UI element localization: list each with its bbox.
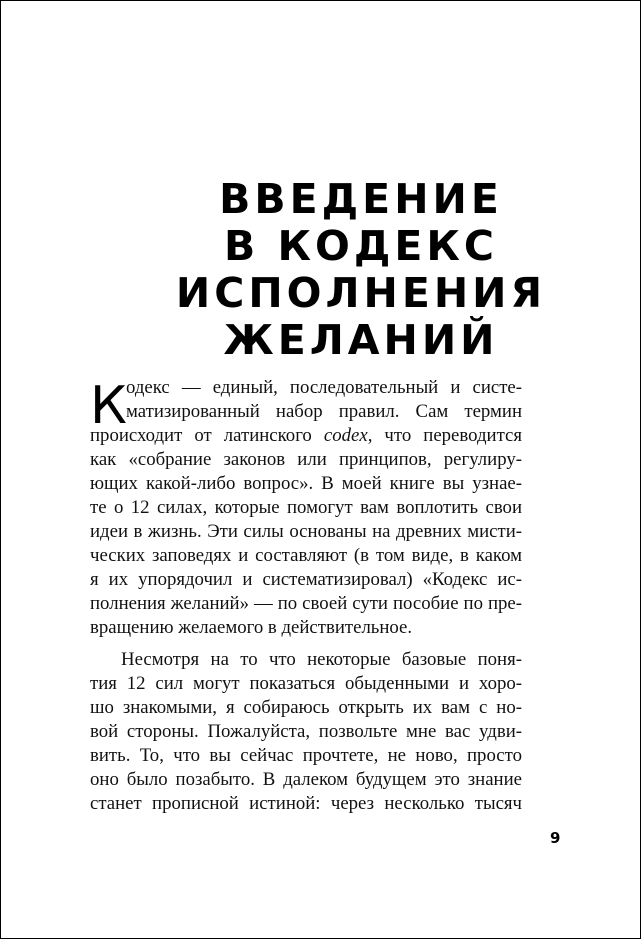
text-line: вой стороны. Пожалуйста, позвольте мне вас удви- [90, 721, 522, 742]
chapter-title-line-3: ИСПОЛНЕНИЯ [175, 269, 547, 317]
text-line: те о 12 силах, которые помогут вам воплотить свои [90, 497, 522, 518]
text-line: одекс — единый, последовательный и систе- [126, 377, 522, 398]
text-line [90, 424, 522, 448]
text-line: матизированный набор правил. Сам термин [126, 401, 522, 422]
text-line: ческих заповедях и составляют (в том виде, в каком [90, 545, 522, 566]
body-text [90, 376, 522, 816]
text-line: Несмотря на то что некоторые базовые поня- [121, 649, 522, 670]
text-fragment: происходит от латинского [90, 425, 312, 446]
text-line: идеи в жизнь. Эти силы основаны на древних мисти- [90, 521, 522, 542]
text-line: шо знакомыми, я собираюсь открыть их вам с но- [90, 697, 522, 718]
text-line: вращению желаемого в действительное. [90, 617, 413, 638]
drop-cap: К [90, 376, 127, 436]
text-line: станет прописной истиной: через несколько тысяч [90, 793, 522, 814]
text-line: полнения желаний» — по своей сути пособие по пре- [90, 593, 522, 614]
chapter-title-line-4: ЖЕЛАНИЙ [223, 316, 499, 364]
chapter-title-line-2: В КОДЕКС [223, 222, 499, 270]
paragraph-1 [90, 376, 522, 640]
page-number: 9 [550, 829, 561, 847]
text-line: вить. То, что вы сейчас прочтете, не ново, просто [90, 745, 522, 766]
chapter-title-line-1: ВВЕДЕНИЕ [219, 175, 503, 223]
text-line: тия 12 сил могут показаться обыденными и хоро- [90, 673, 522, 694]
text-fragment: , что переводится [367, 425, 523, 446]
latin-term: codex [323, 425, 368, 446]
text-line: как «собрание законов или принципов, регулиру- [90, 449, 522, 470]
chapter-title [61, 176, 641, 364]
text-line: оно было позабыто. В далеком будущем это знание [90, 769, 522, 790]
paragraph-2 [90, 648, 522, 816]
text-line: ющих какой-либо вопрос». В моей книге вы узнае- [90, 473, 522, 494]
text-line: я их упорядочил и систематизировал) «Кодекс ис- [90, 569, 522, 590]
